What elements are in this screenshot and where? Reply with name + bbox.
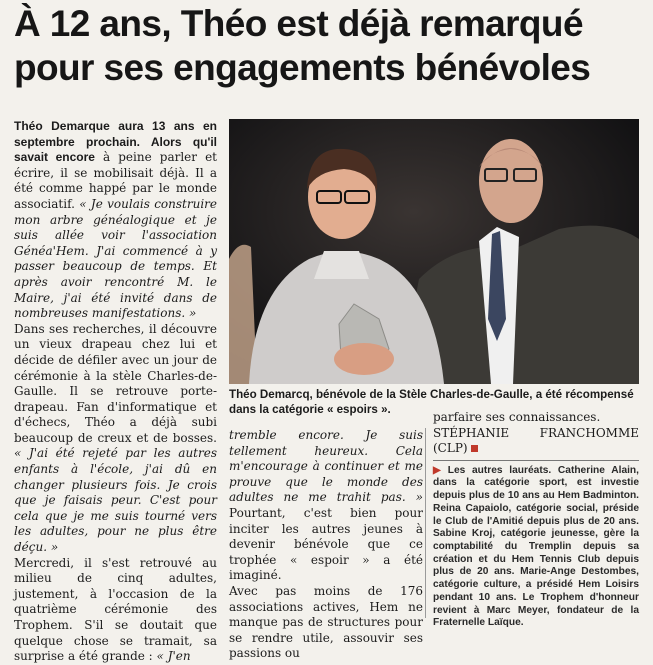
headline-line-1: À 12 ans, Théo est déjà remarqué [14,3,583,44]
other-laureates [433,465,639,630]
box-divider [433,460,639,461]
intro-text: à peine parler et écrire, il se mobilisait déjà. Il a été comme happé par le monde associatif. [14,150,217,211]
byline-text: STÉPHANIE FRANCHOMME (CLP) [433,425,639,456]
paragraph-flag [14,322,217,556]
photo-caption: Théo Demarcq, bénévole de la Stèle Charles-de-Gaulle, a été récompensé dans la catégorie « espoirs ». [229,388,634,416]
paragraph-end: parfaire ses connaissances. [433,410,601,424]
triangle-bullet-icon: ▶ [433,464,445,476]
lead-text: Théo Demarque aura 13 ans en septembre prochain. Alors qu'il savait encore [14,119,217,165]
quote-genealogy: « Je voulais construire mon arbre généalogique et je suis allée voir l'association Généa'Hem. J'ai commencé à y passer beaucoup de temps. Et après avoir rencontré M. le Maire, j'ai été invité dans de nombreuses manifestations. » [14,196,217,321]
quote-start: « J'en [156,649,191,664]
headline [14,2,644,90]
quote-continued: tremble encore. Je suis tellement heureux. Cela m'encourage à continuer et me prouve que le monde des adultes ne me trahit pas. » [229,428,423,505]
article-column-3 [433,410,639,629]
other-laureates-text: Les autres lauréats. Catherine Alain, dans la catégorie sport, est investie depuis plus de 10 ans au Hem Badminton. Reina Capaiolo, catégorie social, préside le Club de l'Amitié depuis plus de 20 ans. Sabine Kroj, catégorie jeunesse, gère la comptabilité du Tremplin depuis sa création et du Hem Tennis Club depuis plus de 20 ans. Marie-Ange Destombes, catégorie culture, a présidé Hem Loisirs pendant 10 ans. Le Trophem d'honneur revient à Marc Meyer, fondateur de la Fraternelle Laïque. [433,464,639,629]
associations-text: Avec pas moins de 176 associations actives, Hem ne manque pas de structures pour se rendre utile, assouvir ses passions ou [229,583,423,661]
end-mark-icon [471,445,478,452]
flag-text: Dans ses recherches, il découvre un vieux drapeau chez lui et décide de défiler avec un jour de cérémonie à la stèle Charles-de-Gaulle. Il se retrouve porte-drapeau. Fan d'informatique et d'échecs, Théo a déjà subi beaucoup de creux et de bosses. [14,321,217,445]
paragraph-quote-end [229,428,423,584]
article-column-1 [14,119,217,664]
ceremony-text: Mercredi, il s'est retrouvé au milieu de cinq adultes, justement, à l'occasion de la quatrième cérémonie des Trophem. S'il se doutait que quelque chose se tramait, sa surprise a été grande : [14,555,217,664]
headline-line-2: pour ses engagements bénévoles [14,47,591,88]
article-photo [229,119,639,384]
quote-school: « J'ai été rejeté par les autres enfants à l'école, j'ai dû en changer plusieurs fois. Je crois que je faisais peur. C'est pour cela que je me suis tourné vers les adultes, pour ne plus être déçu. » [14,446,217,555]
trophy-text: Pourtant, c'est bien pour inciter les autres jeunes à devenir bénévole que ce trophée « espoir » a été imaginé. [229,505,423,583]
article-column-2 [229,428,423,661]
byline [433,426,639,457]
paragraph-ceremony [14,556,217,665]
paragraph-intro [14,119,217,322]
paragraph-associations [229,584,423,662]
column-divider [425,428,426,618]
